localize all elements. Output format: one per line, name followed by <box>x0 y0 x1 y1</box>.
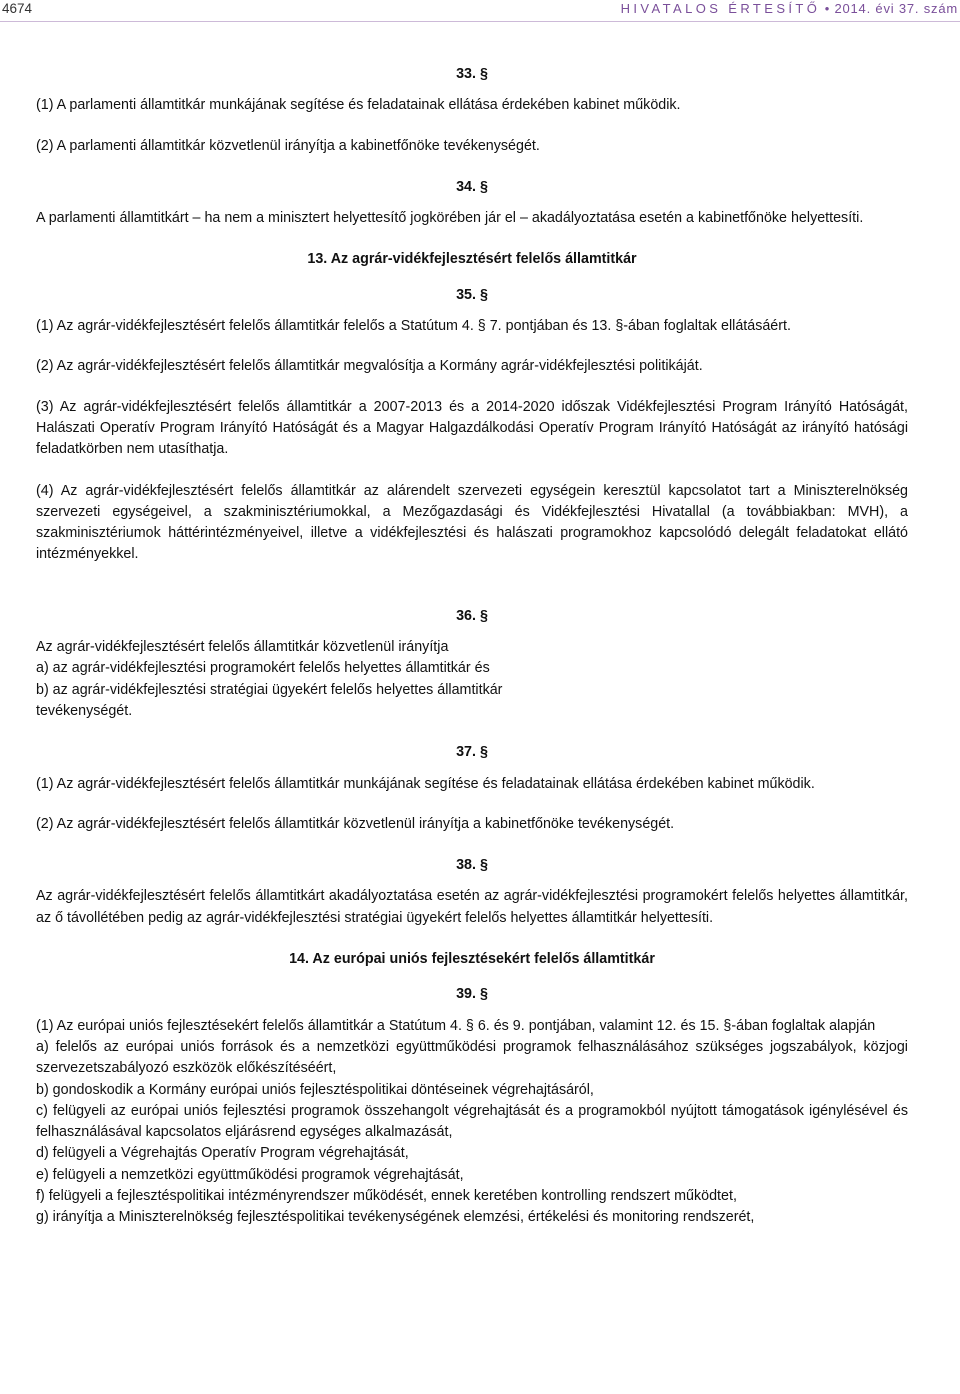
section-39-heading: 39. § <box>456 986 488 1003</box>
section-39-item-e: e) felügyeli a nemzetközi együttműködési programok végrehajtását, <box>36 1166 464 1183</box>
section-37-heading: 37. § <box>456 744 488 761</box>
section-39-item-g: g) irányítja a Miniszterelnökség fejlesztéspolitikai tevékenységének elemzési, értékelési és monitoring rendszerét, <box>36 1209 755 1226</box>
section-35-para-1: (1) Az agrár-vidékfejlesztésért felelős államtitkár felelős a Statútum 4. § 7. pontjában és 13. §-ában foglaltak ellátásáért. <box>36 318 791 335</box>
section-39-item-c: c) felügyeli az európai uniós fejlesztési programok összehangolt végrehajtását és a programokból nyújtott támogatások igénylésével és felhasználásával kapcsolatos eljárásrend egységes alkalmazását, <box>36 1102 908 1141</box>
header-bullet: • <box>824 1 831 16</box>
section-37-para-1: (1) Az agrár-vidékfejlesztésért felelős államtitkár munkájának segítése és feladatainak ellátása érdekében kabinet működik. <box>36 775 815 792</box>
section-37-para-2: (2) Az agrár-vidékfejlesztésért felelős államtitkár közvetlenül irányítja a kabinetfőnöke tevékenységét. <box>36 815 675 832</box>
section-39-item-a: a) felelős az európai uniós források és a nemzetközi együttműködési programok felhasználásához szükséges jogszabályok, közjogi szervezetszabályozó eszközök előkészítéséért, <box>36 1038 908 1077</box>
document-body <box>36 64 908 1229</box>
section-36-line: tevékenységét. <box>36 702 133 719</box>
section-38-para-1: Az agrár-vidékfejlesztésért felelős államtitkárt akadályoztatása esetén az agrár-vidékfejlesztési programokért felelős helyettes államtitkár, az ő távollétében pedig az agrár-vidékfejlesztési stratégiai ügyekért felelős helyettes államtitkár helyettesíti. <box>36 888 908 926</box>
section-39-item-b: b) gondoskodik a Kormány európai uniós fejlesztéspolitikai döntéseinek végrehajtásáról, <box>36 1081 594 1098</box>
section-36-body <box>36 637 908 722</box>
section-39-item-d: d) felügyeli a Végrehajtás Operatív Program végrehajtását, <box>36 1145 409 1162</box>
chapter-14-heading: 14. Az európai uniós fejlesztésekért felelős államtitkár <box>289 951 655 968</box>
journal-info <box>621 1 958 16</box>
section-36-line: Az agrár-vidékfejlesztésért felelős államtitkár közvetlenül irányítja <box>36 639 449 656</box>
section-39-item-f: f) felügyeli a fejlesztéspolitikai intézményrendszer működését, ennek keretében kontrolling rendszert működtet, <box>36 1187 737 1204</box>
section-36-heading: 36. § <box>456 607 488 624</box>
issue-label: 2014. évi 37. szám <box>834 1 958 16</box>
header-rule <box>0 21 960 22</box>
section-35-para-2: (2) Az agrár-vidékfejlesztésért felelős államtitkár megvalósítja a Kormány agrár-vidékfejlesztési politikáját. <box>36 358 703 375</box>
section-38-heading: 38. § <box>456 857 488 874</box>
section-34-para-1: A parlamenti államtitkárt – ha nem a minisztert helyettesítő jogkörében jár el – akadályoztatása esetén a kabinetfőnöke helyettesíti. <box>36 210 864 227</box>
section-33-para-2: (2) A parlamenti államtitkár közvetlenül irányítja a kabinetfőnöke tevékenységét. <box>36 137 540 154</box>
section-33-heading: 33. § <box>456 66 488 82</box>
journal-title: HIVATALOS ÉRTESÍTŐ <box>620 1 821 16</box>
page-number: 4674 <box>2 1 33 16</box>
chapter-13-heading: 13. Az agrár-vidékfejlesztésért felelős államtitkár <box>307 251 637 268</box>
section-36-line: b) az agrár-vidékfejlesztési stratégiai ügyekért felelős helyettes államtitkár <box>36 681 503 698</box>
section-34-heading: 34. § <box>456 178 488 195</box>
section-33-para-1: (1) A parlamenti államtitkár munkájának segítése és feladatainak ellátása érdekében kabinet működik. <box>36 97 681 114</box>
section-35-para-3: (3) Az agrár-vidékfejlesztésért felelős államtitkár a 2007-2013 és a 2014-2020 időszak Vidékfejlesztési Program Irányító Hatóságát, Halászati Operatív Program Irányító Hatóságát és a Magyar Halgazdálkodási Operatív Program Irányító Hatóságát az irányító hatósági feladatkörben nem utasíthatja. <box>36 398 908 458</box>
section-35-heading: 35. § <box>456 286 488 303</box>
section-39-intro: (1) Az európai uniós fejlesztésekért felelős államtitkár a Statútum 4. § 6. és 9. pontjában, valamint 12. és 15. §-ában foglaltak alapján <box>36 1017 876 1034</box>
page-header <box>0 0 960 24</box>
section-36-line: a) az agrár-vidékfejlesztési programokért felelős helyettes államtitkár és <box>36 660 490 677</box>
section-35-para-4: (4) Az agrár-vidékfejlesztésért felelős államtitkár az alárendelt szervezeti egységein keresztül kapcsolatot tart a Miniszterelnökség szervezeti egységeivel, a szakminisztériumokkal, a Mezőgazdasági és Vidékfejlesztési Hivatallal (a továbbiakban: MVH), a szakminisztériumok háttérintézményeivel, illetve a vidékfejlesztési és halászati programokhoz kapcsolódó delegált feladatokat ellátó intézményekkel. <box>36 482 908 563</box>
